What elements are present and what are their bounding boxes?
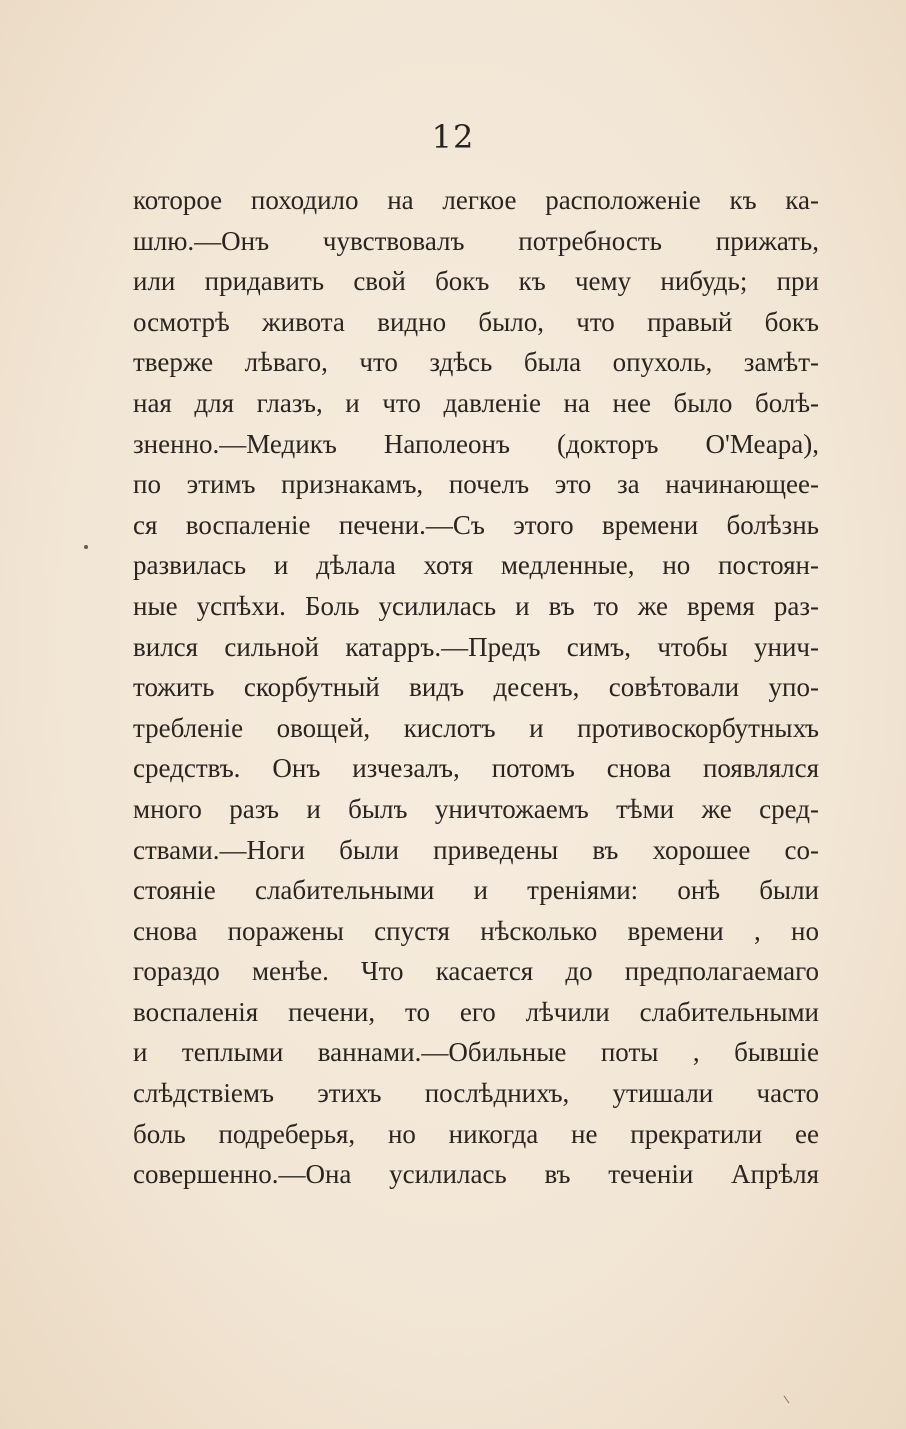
text-line: средствъ. Онъ изчезалъ, потомъ снова появлялся xyxy=(133,753,819,784)
text-line: ся воспаленie печени.—Съ этого времени болѣзнь xyxy=(133,509,819,540)
text-line: стоянie слабительными и тренiями: онѣ были xyxy=(133,875,819,906)
text-line: требленie овощей, кислотъ и противоскорбутныхъ xyxy=(133,712,819,743)
text-line: осмотрѣ живота видно было, что правый бокъ xyxy=(133,306,819,337)
text-line: много разъ и былъ уничтожаемъ тѣми же сред- xyxy=(133,793,819,824)
text-line: развилась и дѣлала хотя медленные, но постоян- xyxy=(133,550,819,581)
paper-mark xyxy=(784,1396,790,1404)
text-line: тожить скорбутный видъ десенъ, совѣтовали упо- xyxy=(133,672,819,703)
text-line: и теплыми ваннами.—Обильные поты , бывшie xyxy=(133,1037,819,1068)
text-line: которое походило на легкое расположенie къ ка- xyxy=(133,185,819,215)
page-number: 12 xyxy=(431,118,475,156)
text-line: воспаленiя печени, то его лѣчили слабительными xyxy=(133,996,819,1027)
text-line: совершенно.—Она усилилась въ теченiи Апрѣля xyxy=(133,1159,819,1190)
text-line: зненно.—Медикъ Наполеонъ (докторъ О'Меара), xyxy=(133,428,819,459)
text-line: или придавить свой бокъ къ чему нибудь; при xyxy=(133,266,819,297)
text-line: тверже лѣваго, что здѣсь была опухоль, замѣт- xyxy=(133,347,819,378)
text-line: шлю.—Онъ чувствовалъ потребность прижать, xyxy=(133,225,819,256)
text-line: гораздо менѣе. Что касается до предполагаемаго xyxy=(133,956,819,987)
text-line: вился сильной катарръ.—Предъ симъ, чтобы унич- xyxy=(133,631,819,662)
body-text xyxy=(133,180,819,1195)
text-line: по этимъ признакамъ, почелъ это за начинающее- xyxy=(133,469,819,500)
text-line: слѣдствieмъ этихъ послѣднихъ, утишали часто xyxy=(133,1078,819,1109)
text-line: ная для глазъ, и что давленie на нее было болѣ- xyxy=(133,387,819,418)
paper-speck xyxy=(84,545,88,549)
text-line: ствами.—Ноги были приведены въ хорошее со- xyxy=(133,834,819,865)
text-line: боль подреберья, но никогда не прекратили ее xyxy=(133,1118,819,1149)
text-line: снова поражены спустя нѣсколько времени , но xyxy=(133,915,819,946)
text-line: ные успѣхи. Боль усилилась и въ то же время раз- xyxy=(133,590,819,621)
